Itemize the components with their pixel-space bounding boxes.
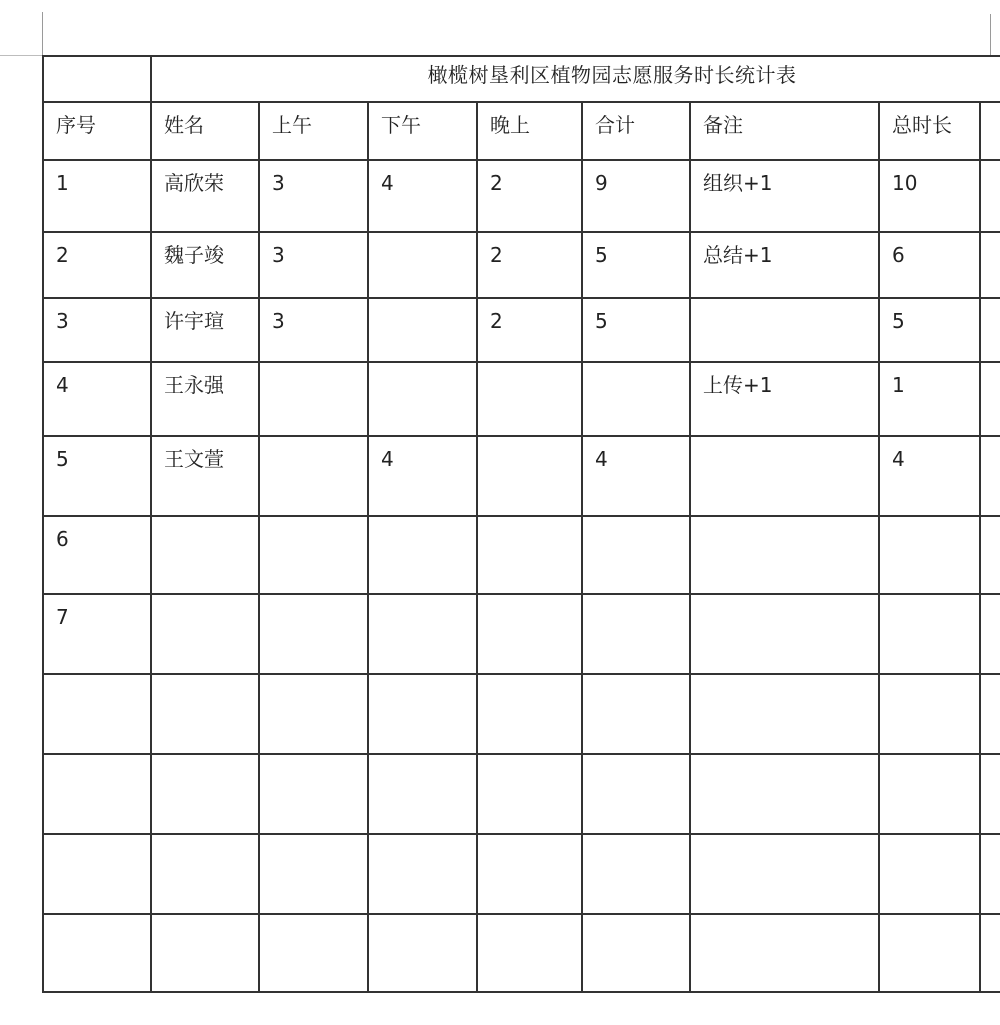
table-cell-notes[interactable]: 组织+1	[690, 160, 879, 232]
header-cell-afternoon[interactable]: 下午	[368, 102, 477, 160]
header-cell-subtotal[interactable]: 合计	[582, 102, 690, 160]
table-cell-extra[interactable]	[980, 754, 1000, 834]
title-row	[43, 56, 1000, 102]
table-cell-afternoon[interactable]	[368, 362, 477, 436]
table-cell-name[interactable]	[151, 914, 259, 992]
table-cell-name[interactable]: 许宇瑄	[151, 298, 259, 362]
table-cell-extra[interactable]	[980, 516, 1000, 594]
table-cell-total-hours[interactable]	[879, 516, 980, 594]
table-cell-total-hours[interactable]	[879, 594, 980, 674]
table-row	[43, 436, 1000, 516]
table-cell-evening[interactable]: 2	[477, 160, 582, 232]
table-cell-afternoon[interactable]	[368, 834, 477, 914]
table-cell-notes[interactable]	[690, 754, 879, 834]
table-cell-subtotal[interactable]	[582, 834, 690, 914]
table-cell-evening[interactable]	[477, 914, 582, 992]
table-cell-subtotal[interactable]: 9	[582, 160, 690, 232]
table-cell-notes[interactable]	[690, 436, 879, 516]
table-cell-total-hours[interactable]: 5	[879, 298, 980, 362]
table-cell-subtotal[interactable]	[582, 594, 690, 674]
table-cell-afternoon[interactable]	[368, 594, 477, 674]
table-cell-morning[interactable]	[259, 674, 368, 754]
table-row	[43, 674, 1000, 754]
table-cell-total-hours[interactable]: 6	[879, 232, 980, 298]
table-cell-index[interactable]: 5	[43, 436, 151, 516]
table-cell-index[interactable]	[43, 674, 151, 754]
table-cell-name[interactable]	[151, 834, 259, 914]
table-row	[43, 362, 1000, 436]
table-cell-subtotal[interactable]	[582, 362, 690, 436]
table-cell-name[interactable]	[151, 754, 259, 834]
table-cell-morning[interactable]: 3	[259, 232, 368, 298]
table-cell-morning[interactable]	[259, 834, 368, 914]
table-cell-evening[interactable]	[477, 674, 582, 754]
table-cell-total-hours[interactable]	[879, 914, 980, 992]
table-cell-name[interactable]: 魏子竣	[151, 232, 259, 298]
table-cell-total-hours[interactable]: 4	[879, 436, 980, 516]
table-cell-evening[interactable]	[477, 362, 582, 436]
table-cell-name[interactable]	[151, 674, 259, 754]
table-cell-extra[interactable]	[980, 674, 1000, 754]
table-cell-index[interactable]: 1	[43, 160, 151, 232]
table-cell-index[interactable]	[43, 834, 151, 914]
table-cell-morning[interactable]: 3	[259, 298, 368, 362]
table-cell-subtotal[interactable]: 4	[582, 436, 690, 516]
table-cell-afternoon[interactable]	[368, 298, 477, 362]
table-cell-evening[interactable]	[477, 516, 582, 594]
table-cell-total-hours[interactable]	[879, 754, 980, 834]
table-cell-morning[interactable]	[259, 436, 368, 516]
header-cell-evening[interactable]: 晚上	[477, 102, 582, 160]
header-cell-morning[interactable]: 上午	[259, 102, 368, 160]
table-cell-evening[interactable]: 2	[477, 298, 582, 362]
table-cell-extra[interactable]	[980, 834, 1000, 914]
table-cell-morning[interactable]	[259, 754, 368, 834]
table-cell-subtotal[interactable]: 5	[582, 298, 690, 362]
volunteer-hours-table	[42, 55, 1000, 993]
table-cell-afternoon[interactable]	[368, 754, 477, 834]
table-cell-name[interactable]	[151, 516, 259, 594]
header-cell-name[interactable]: 姓名	[151, 102, 259, 160]
table-cell-notes[interactable]: 上传+1	[690, 362, 879, 436]
table-cell-extra[interactable]	[980, 232, 1000, 298]
table-cell-index[interactable]: 4	[43, 362, 151, 436]
table-cell-evening[interactable]	[477, 594, 582, 674]
table-title[interactable]: 橄榄树垦利区植物园志愿服务时长统计表	[151, 56, 1000, 102]
table-cell-notes[interactable]	[690, 674, 879, 754]
table-row	[43, 594, 1000, 674]
table-row	[43, 160, 1000, 232]
table-cell-index[interactable]	[43, 754, 151, 834]
table-row	[43, 754, 1000, 834]
table-cell-afternoon[interactable]	[368, 232, 477, 298]
table-row	[43, 516, 1000, 594]
table-cell-extra[interactable]	[980, 160, 1000, 232]
table-row	[43, 298, 1000, 362]
header-row	[43, 102, 1000, 160]
table-cell-index[interactable]	[43, 914, 151, 992]
table-cell-total-hours[interactable]	[879, 674, 980, 754]
table-cell-evening[interactable]	[477, 436, 582, 516]
table-cell-index[interactable]: 3	[43, 298, 151, 362]
table-row	[43, 834, 1000, 914]
table-cell-total-hours[interactable]: 10	[879, 160, 980, 232]
table-cell-index[interactable]: 2	[43, 232, 151, 298]
table-cell-notes[interactable]	[690, 834, 879, 914]
table-cell-afternoon[interactable]	[368, 674, 477, 754]
table-cell-name[interactable]: 王永强	[151, 362, 259, 436]
table-cell-subtotal[interactable]	[582, 914, 690, 992]
table-cell-subtotal[interactable]	[582, 754, 690, 834]
table-cell-index[interactable]: 6	[43, 516, 151, 594]
table-cell-notes[interactable]	[690, 594, 879, 674]
header-cell-index[interactable]: 序号	[43, 102, 151, 160]
table-row	[43, 232, 1000, 298]
table-cell-notes[interactable]	[690, 516, 879, 594]
table-cell-morning[interactable]	[259, 516, 368, 594]
table-cell-name[interactable]: 王文萱	[151, 436, 259, 516]
table-cell-notes[interactable]: 总结+1	[690, 232, 879, 298]
header-cell-notes[interactable]: 备注	[690, 102, 879, 160]
table-cell-afternoon[interactable]	[368, 914, 477, 992]
table-cell-morning[interactable]: 3	[259, 160, 368, 232]
table-cell-afternoon[interactable]: 4	[368, 160, 477, 232]
table-cell-evening[interactable]	[477, 834, 582, 914]
table-cell-evening[interactable]	[477, 754, 582, 834]
table-cell-notes[interactable]	[690, 914, 879, 992]
page-margin-guide-left	[42, 12, 43, 55]
title-row-blank-cell[interactable]	[43, 56, 151, 102]
table-cell-extra[interactable]	[980, 914, 1000, 992]
table-cell-morning[interactable]	[259, 914, 368, 992]
table-cell-extra[interactable]	[980, 436, 1000, 516]
table-cell-subtotal[interactable]: 5	[582, 232, 690, 298]
table-cell-index[interactable]: 7	[43, 594, 151, 674]
table-cell-extra[interactable]	[980, 298, 1000, 362]
table-cell-subtotal[interactable]	[582, 674, 690, 754]
header-cell-extra[interactable]	[980, 102, 1000, 160]
table-cell-total-hours[interactable]: 1	[879, 362, 980, 436]
table-cell-subtotal[interactable]	[582, 516, 690, 594]
page-margin-guide	[0, 55, 42, 56]
header-cell-total-hours[interactable]: 总时长	[879, 102, 980, 160]
table-cell-morning[interactable]	[259, 594, 368, 674]
table-cell-extra[interactable]	[980, 594, 1000, 674]
table-cell-evening[interactable]: 2	[477, 232, 582, 298]
page-margin-guide-right	[990, 14, 991, 55]
table-cell-notes[interactable]	[690, 298, 879, 362]
table-cell-extra[interactable]	[980, 362, 1000, 436]
table-cell-afternoon[interactable]	[368, 516, 477, 594]
table-cell-afternoon[interactable]: 4	[368, 436, 477, 516]
table-cell-morning[interactable]	[259, 362, 368, 436]
table-cell-name[interactable]: 高欣荣	[151, 160, 259, 232]
table-cell-name[interactable]	[151, 594, 259, 674]
table-cell-total-hours[interactable]	[879, 834, 980, 914]
table-row	[43, 914, 1000, 992]
